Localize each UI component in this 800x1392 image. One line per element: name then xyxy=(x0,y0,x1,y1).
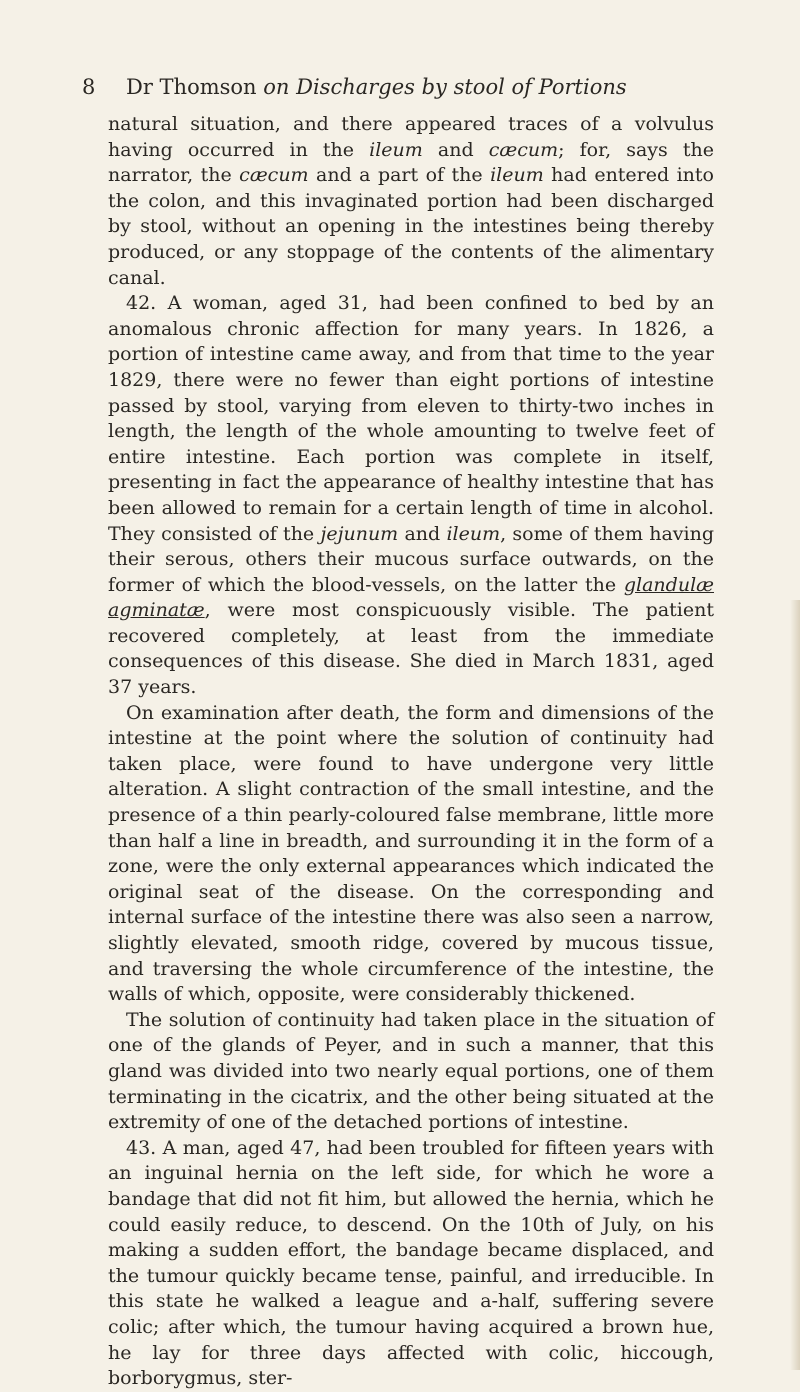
italic-term: ileum xyxy=(490,164,544,187)
text-run: and a part of the xyxy=(308,164,491,187)
paragraph-continuation xyxy=(108,112,714,291)
italic-term: cæcum xyxy=(239,164,309,187)
italic-term: cæcum xyxy=(488,138,559,161)
text-run: ; for, says the narrator, the xyxy=(108,138,714,187)
text-run: , some of them having their serous, others their mucous surface outwards, on the former of which the blood-vessels, on the latter the xyxy=(108,522,714,596)
text-run: 43. A man, aged 47, had been troubled for fifteen years with an inguinal hernia on the left side, for which he wore a bandage that did not fit him, but allowed the hernia, which he could easily reduce, to descend. On the 10th of July, on his making a sudden effort, the bandage became displaced, and the tumour quickly became tense, painful, and irreducible. In this state he walked a league and a-half, suffering severe colic; after which, the tumour having acquired a brown hue, he lay for three days affected with colic, hiccough, borborygmus, ster- xyxy=(108,1136,714,1390)
text-run: and xyxy=(398,522,447,545)
text-run: and xyxy=(422,138,489,161)
text-run: natural situation, and there appeared traces of a volvulus having occurred in the xyxy=(108,113,714,161)
body-text xyxy=(108,112,714,1392)
paragraph-case-42 xyxy=(108,291,714,701)
running-head-author: Dr Thomson xyxy=(126,75,264,99)
running-head-title: on Discharges by stool of Portions xyxy=(263,75,627,99)
italic-term: ileum xyxy=(369,138,423,161)
italic-term: jejunum xyxy=(320,522,399,545)
paragraph-solution xyxy=(108,1008,714,1136)
page-edge-shadow xyxy=(790,600,800,1370)
text-run: On examination after death, the form and dimensions of the intestine at the point where the solution of continuity had taken place, were found to have undergone very little alteration. A slight contraction of the small intestine, and the presence of a thin pearly-coloured false membrane, little more than half a line in breadth, and surrounding it in the form of a zone, were the only external appearances which indicated the original seat of the disease. On the corresponding and internal surface of the intestine there was also seen a narrow, slightly elevated, smooth ridge, covered by mucous tissue, and traversing the whole circumference of the intestine, the walls of which, opposite, were considerably thickened. xyxy=(108,701,714,1006)
italic-term: glandulæ agminatæ xyxy=(108,573,714,622)
italic-term: ileum xyxy=(446,522,501,545)
text-run: 42. A woman, aged 31, had been confined to bed by an anomalous chronic affection for many years. In 1826, a portion of intestine came away, and from that time to the year 1829, there were no fewer than eight portions of intestine passed by stool, varying from eleven to thirty-two inches in length, the length of the whole amounting to twelve feet of entire intestine. Each portion was complete in itself, presenting in fact the appearance of healthy intestine that has been allowed to remain for a certain length of time in alcohol. They consisted of the xyxy=(108,292,714,545)
text-run: , were most conspicuously visible. The patient recovered completely, at least from the immediate consequences of this disease. She died in March 1831, aged 37 years. xyxy=(108,599,714,699)
text-run: The solution of continuity had taken place in the situation of one of the glands of Peyer, and in such a manner, that this gland was divided into two nearly equal portions, one of them terminating in the cicatrix, and the other being situated at the extremity of one of the detached portions of intestine. xyxy=(108,1008,714,1134)
paragraph-examination xyxy=(108,701,714,1008)
page-number: 8 xyxy=(82,75,96,99)
paragraph-case-43 xyxy=(108,1136,714,1392)
running-header xyxy=(82,72,722,102)
text-run: had entered into the colon, and this invaginated portion had been discharged by stool, without an opening in the intestines being thereby produced, or any stoppage of the contents of the alimentary canal. xyxy=(108,164,714,289)
